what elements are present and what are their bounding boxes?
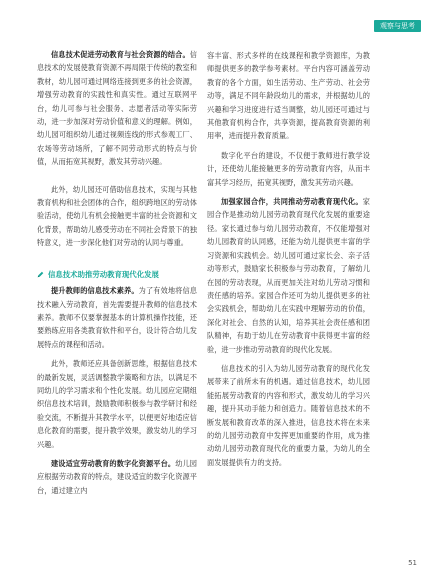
paragraph [37, 457, 197, 497]
right-column [207, 49, 370, 469]
paragraph-text: 为了有效地将信息技术融入劳动教育，首先需要提升教师的信息技术素养。教师不仅要掌握基本的计算机操作技能，还要熟练应用各类教育软件和平台，设计符合幼儿发展特点的课程和活动。 [37, 286, 197, 349]
paragraph-lead: 建设适宜劳动教育的数字化资源平台。 [51, 458, 176, 468]
paragraph [37, 48, 197, 169]
paragraph-lead: 信息技术促进劳动教育与社会资源的结合。 [51, 50, 190, 59]
paragraph [37, 284, 197, 351]
paragraph [207, 195, 370, 356]
section-heading-text: 信息技术助推劳动教育现代化发展 [48, 269, 159, 279]
section-badge: 观察与思考 [374, 20, 421, 32]
section-heading [37, 268, 197, 281]
left-column [37, 48, 197, 497]
paragraph: 信息技术的引入为幼儿园劳动教育的现代化发展带来了前所未有的机遇。通过信息技术，幼儿园能拓展劳动教育的内容和形式，激发幼儿的学习兴趣，提升其动手能力和创造力。随着信息技术的不断发展和教育改革的深入推进，信息技术将在未来的幼儿园劳动教育中发挥更加重要的作用，成为推动幼儿园劳动教育现代化的重要力量，为幼儿的全面发展提供有力的支持。 [207, 363, 370, 467]
paragraph-lead: 加强家园合作，共同推动劳动教育现代化。 [221, 197, 363, 207]
paragraph: 容丰富、形式多样的在线课程和教学资源库，为教师提供更多的教学参考素材。平台内容可涵盖劳动教育的各个方面，如生活劳动、生产劳动、社会劳动等，满足不同年龄段幼儿的需求，并根据幼儿的兴趣和学习进度进行适当调整，幼儿园还可通过与其他教育机构合作，共享资源，提高教育资源的利用率，进而提升教育质量。 [207, 51, 370, 141]
page-number: 51 [408, 559, 417, 567]
paragraph-text: 信息技术的发展使教育资源不再局限于传统的教室和教材，幼儿园可通过网络连接到更多的社会资源，增强劳动教育的实践性和真实性。通过互联网平台，幼儿可参与社会服务、志愿者活动等实际劳动，进一步加深对劳动价值和意义的理解。例如，幼儿园可组织幼儿通过视频连线的形式参观工厂、农场等劳动场所，了解不同劳动形式的特点与价值，从而拓宽其视野，激发其劳动兴趣。 [37, 50, 197, 167]
pencil-icon [37, 271, 44, 278]
paragraph-text: 幼儿园应根据劳动教育的特点，建设适宜的数字化资源平台，通过建立内 [37, 458, 197, 495]
paragraph-lead: 提升教师的信息技术素养。 [51, 286, 139, 296]
paragraph: 此外，幼儿园还可借助信息技术，实现与其他教育机构和社会团体的合作，组织跨地区的劳动体验活动，使幼儿有机会接触更丰富的社会资源和文化背景，帮助幼儿感受劳动在不同社会背景下的独特意义，进一步深化他们对劳动的认同与尊重。 [37, 184, 197, 248]
paragraph: 数字化平台的建设，不仅便于教师进行教学设计，还使幼儿能接触更多的劳动教育内容，从而丰富其学习经历，拓宽其视野，激发其劳动兴趣。 [207, 150, 370, 187]
paragraph: 此外，教师还应具备创新思维，根据信息技术的最新发展，灵活调整教学策略和方法，以满足不同幼儿的学习需求和个性化发展。幼儿园应定期组织信息技术培训，鼓励教师积极参与教学研讨和经验交流，不断提升其教学水平，以便更好地适应信息化教育的需要，提升教学效果，激发幼儿的学习兴趣。 [37, 359, 197, 449]
paragraph-text: 家园合作是推动幼儿园劳动教育现代化发展的重要途径。家长通过参与幼儿园劳动教育，不仅能增强对幼儿园教育的认同感，还能为幼儿提供更丰富的学习资源和实践机会。幼儿园可通过家长会、亲子活动等形式，鼓励家长积极参与劳动教育，了解幼儿在园的劳动表现，从而更加关注对幼儿劳动习惯和责任感的培养。家园合作还可为幼儿提供更多的社会实践机会，帮助幼儿在实践中理解劳动的价值，深化对社会、自然的认知，培养其社会责任感和团队精神，有助于幼儿在劳动教育中获得更丰富的经验，进一步推动劳动教育的现代化发展。 [207, 197, 370, 354]
